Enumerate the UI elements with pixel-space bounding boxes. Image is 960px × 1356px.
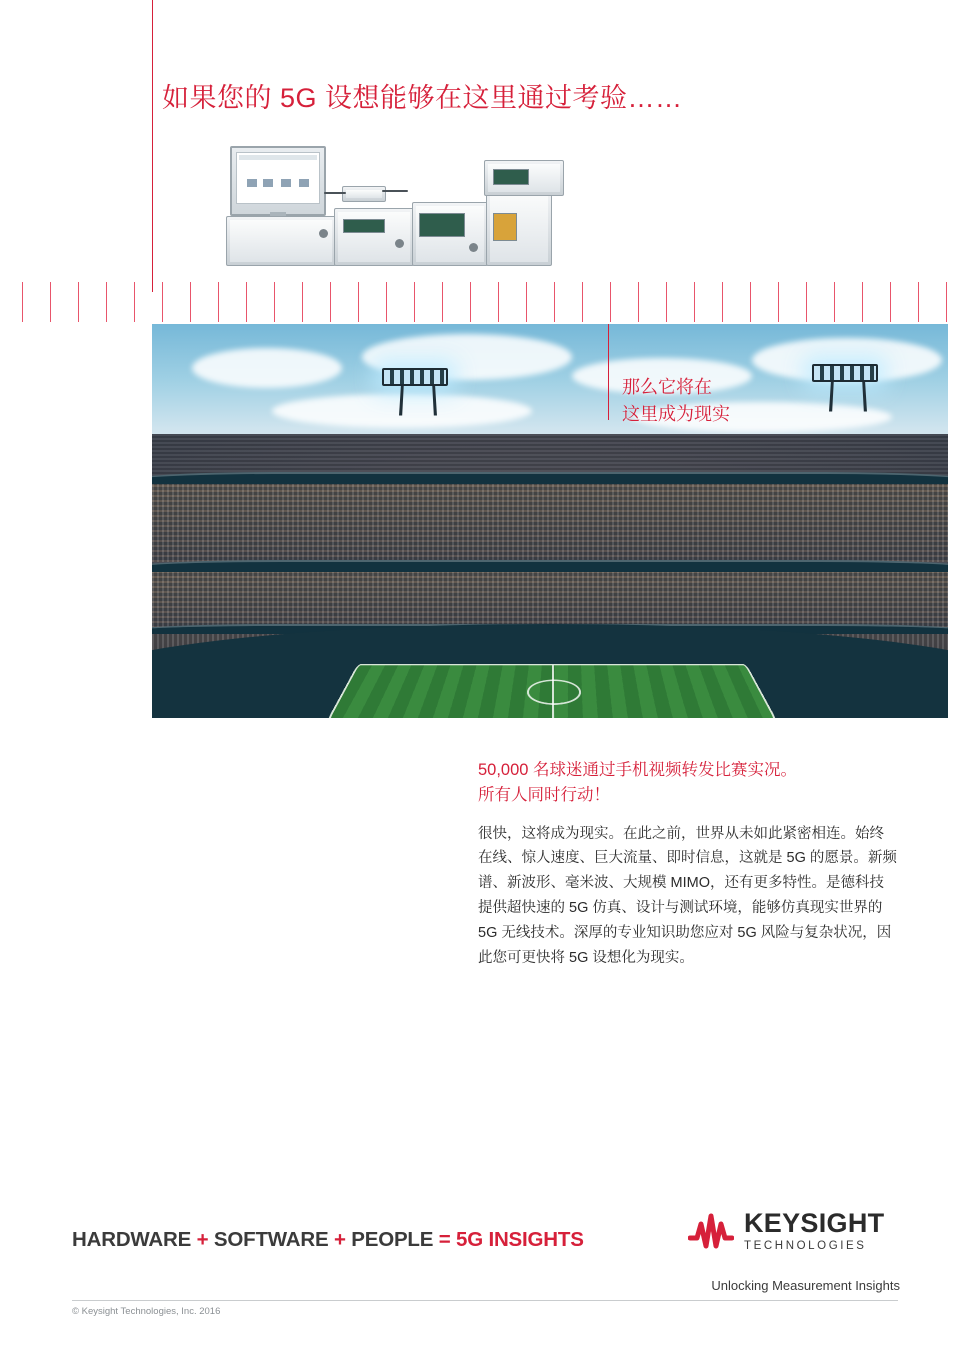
floodlight-head (812, 364, 878, 382)
copy-lead-line-2: 所有人同时行动！ (478, 785, 610, 804)
page-title: 如果您的 5G 设想能够在这里通过考验…… (162, 83, 683, 113)
copy-paragraph: 很快，这将成为现实。在此之前，世界从未如此紧密相连。始终在线、惊人速度、巨大流量、即时信息，这就是 5G 的愿景。新频谱、新波形、毫米波、大规模 MIMO，还有更多特性。是德科技提供超快速的 5G 仿真、设计与测试环境，能够仿真现实世界的 5G 无线技术。深厚的专业知识助您应对 5G 风险与复杂状况，因此您可更快将 5G 设想化为现实。 (478, 825, 897, 967)
field-center-circle (526, 679, 582, 704)
tagline-insights: 5G INSIGHTS (456, 1228, 584, 1251)
tagline-people: PEOPLE (351, 1228, 434, 1251)
footer-divider (72, 1300, 898, 1301)
lcd-display (419, 213, 465, 237)
headline-vertical-rule (152, 0, 153, 292)
screen-block (247, 179, 257, 187)
logo-slogan: Unlocking Measurement Insights (711, 1278, 900, 1293)
instruments-photo (214, 140, 574, 270)
crowd-middle (152, 572, 948, 628)
lcd-display (493, 213, 517, 241)
tick-rule (22, 282, 948, 322)
footer-tagline (72, 1228, 584, 1252)
floodlight-legs (829, 382, 867, 411)
instrument-unit-c (486, 188, 552, 266)
floodlight-right (812, 364, 878, 410)
body-copy (478, 758, 898, 971)
tagline-plus-1: + (196, 1228, 209, 1251)
instrument-chassis (226, 216, 336, 266)
overlay-vertical-rule (608, 324, 609, 420)
tagline-software: SOFTWARE (213, 1228, 329, 1251)
screen-block (281, 179, 291, 187)
overlay-line-2: 这里成为现实 (622, 404, 730, 424)
keysight-wordmark (744, 1210, 884, 1252)
overlay-line-1: 那么它将在 (622, 377, 712, 397)
instrument-unit-b (412, 202, 488, 266)
lcd-display (493, 169, 529, 185)
cable (324, 192, 346, 194)
screen-block (263, 179, 273, 187)
floodlight-left (382, 368, 448, 414)
cable (382, 190, 408, 192)
monitor-icon (230, 146, 326, 216)
keysight-logo (688, 1208, 898, 1272)
floodlight-legs (399, 386, 437, 415)
knob-icon (469, 243, 478, 252)
chassis-face (230, 220, 332, 262)
cloud (192, 348, 342, 388)
screen-block (299, 179, 309, 187)
tagline-equals: = (438, 1228, 451, 1251)
tagline-plus-2: + (333, 1228, 346, 1251)
copy-lead-line-1: 50,000 名球迷通过手机视频转发比赛实况。 (478, 761, 798, 779)
lcd-display (343, 219, 385, 233)
floodlight-head (382, 368, 448, 386)
stadium-photo (152, 324, 948, 718)
unit-face (346, 190, 382, 198)
monitor-screen (236, 152, 320, 204)
copy-lead (478, 758, 898, 808)
logo-name: KEYSIGHT (744, 1208, 885, 1238)
knob-icon (395, 239, 404, 248)
tagline-hardware: HARDWARE (72, 1228, 192, 1251)
knob-icon (319, 229, 328, 238)
logo-subtitle: TECHNOLOGIES (744, 1240, 867, 1252)
small-module (342, 186, 386, 202)
copyright-text: © Keysight Technologies, Inc. 2016 (72, 1306, 221, 1317)
stadium-overlay-text (622, 374, 730, 428)
playing-field (326, 664, 778, 718)
crowd-upper (152, 484, 948, 562)
screen-toolbar (239, 155, 317, 160)
signal-generator (484, 160, 564, 196)
instrument-unit-a (334, 208, 414, 266)
keysight-wave-icon (688, 1212, 734, 1252)
